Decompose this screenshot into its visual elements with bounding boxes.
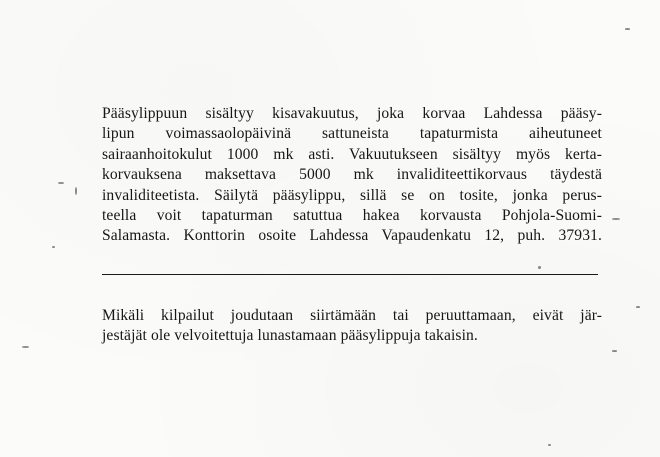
text-line: Mikäli kilpailut joudutaan siirtämään tai peruuttamaan, eivät jär-: [102, 307, 602, 324]
text-line: invaliditeetista. Säilytä pääsylippu, sillä se on tosite, jonka perus-: [102, 186, 602, 204]
text-line: korvauksena maksettava 5000 mk invaliditeettikorvaus täydestä: [102, 166, 602, 184]
divider-rule: [102, 274, 598, 275]
text-line: Salamasta. Konttorin osoite Lahdessa Vapaudenkatu 12, puh. 37931.: [102, 227, 602, 245]
paper-speck: [625, 28, 630, 30]
text-line: jestäjät ole velvoitettuja lunastamaan pääsylippuja takaisin.: [102, 327, 478, 345]
paper-speck: [75, 187, 77, 195]
paper-speck: [548, 444, 551, 446]
cancellation-paragraph: [102, 306, 602, 347]
text-line: sairaanhoitokulut 1000 mk asti. Vakuutukseen sisältyy myös kerta-: [102, 145, 602, 163]
paper-speck: [636, 306, 640, 308]
paper-speck: [612, 218, 620, 220]
text-line: Pääsylippuun sisältyy kisavakuutus, joka korvaa Lahdessa pääsy-: [102, 105, 602, 122]
paper-speck: [52, 246, 55, 248]
paper-speck: [538, 266, 541, 269]
text-line: lipun voimassaolopäivinä sattuneista tapaturmista aiheutuneet: [102, 125, 602, 143]
paper-speck: [612, 350, 617, 352]
paper-speck: [58, 182, 64, 184]
insurance-paragraph: [102, 104, 602, 247]
paper-speck: [22, 346, 29, 348]
text-line: teella voit tapaturman satuttua hakea korvausta Pohjola-Suomi-: [102, 206, 602, 224]
